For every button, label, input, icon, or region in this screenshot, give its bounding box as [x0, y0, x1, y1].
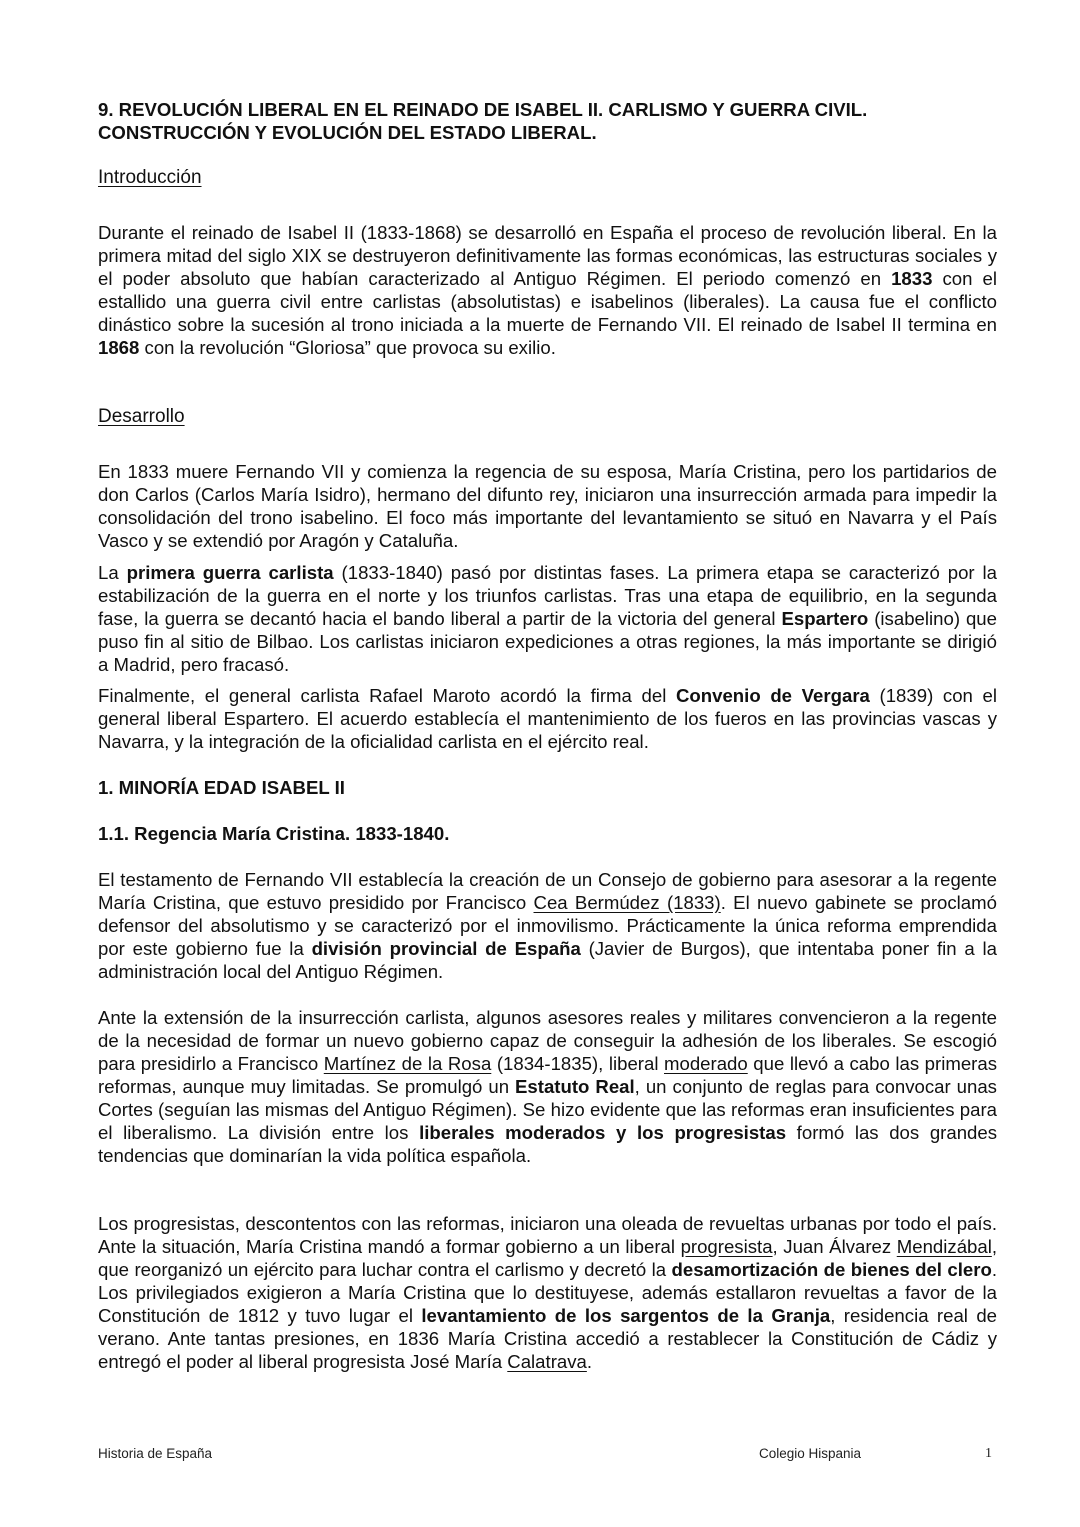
section-1-1-paragraph-3 [98, 1212, 997, 1373]
bold-term: Estatuto Real [515, 1076, 635, 1097]
bold-term: primera guerra carlista [126, 562, 334, 583]
bold-term: liberales moderados y los progresistas [419, 1122, 787, 1143]
text-run: con el estallido una guerra civil entre carlistas (absolutistas) e isabelinos (liberales). La causa fue el conflicto dinástico sobre la sucesión al trono iniciada a la muerte de Fernando VII. El reinado de Isabel II termina en [98, 268, 997, 335]
text-run: con la revolución “Gloriosa” que provoca su exilio. [139, 337, 556, 358]
intro-heading: Introducción [98, 167, 202, 188]
section-1-1-paragraph-2 [98, 1006, 997, 1167]
text-run: Durante el reinado de Isabel II (1833-1868) se desarrolló en España el proceso de revolución liberal. En la primera mitad del siglo XIX se destruyeron definitivamente las formas económicas, las estructuras sociales y el poder absoluto que habían caracterizado al Antiguo Régimen. El periodo comenzó en [98, 222, 997, 289]
section-1-heading: 1. MINORÍA EDAD ISABEL II [98, 777, 345, 798]
text-run: (1839) con el general liberal Espartero. El acuerdo establecía el mantenimiento de los fueros en las provincias vascas y Navarra, y la integración de la oficialidad carlista en el ejército real. [98, 685, 997, 752]
development-paragraph-1: En 1833 muere Fernando VII y comienza la regencia de su esposa, María Cristina, pero los partidarios de don Carlos (Carlos María Isidro), hermano del difunto rey, iniciaron una insurrección armada para impedir la consolidación del trono isabelino. El foco más importante del levantamiento se situó en Navarra y el País Vasco y se extendió por Aragón y Cataluña. [98, 461, 997, 551]
bold-year: 1868 [98, 337, 140, 358]
footer-center: Colegio Hispania [759, 1446, 862, 1461]
intro-paragraph [98, 221, 997, 359]
underlined-name: Martínez de la Rosa [323, 1053, 492, 1074]
underlined-term: progresista [680, 1236, 773, 1257]
document-title [98, 98, 997, 144]
text-run: , que reorganizó un ejército para luchar contra el carlismo y decretó la [98, 1236, 998, 1280]
section-1-1-heading: 1.1. Regencia María Cristina. 1833-1840. [98, 823, 450, 844]
text-run: (Javier de Burgos), que intentaba poner fin a la administración local del Antiguo Régimen. [98, 938, 997, 982]
development-paragraph-3 [98, 684, 997, 753]
title-line-1: 9. REVOLUCIÓN LIBERAL EN EL REINADO DE ISABEL II. CARLISMO Y GUERRA CIVIL. [98, 99, 868, 120]
underlined-name: Mendizábal [896, 1236, 992, 1257]
development-heading: Desarrollo [98, 406, 185, 427]
text-run: . El nuevo gabinete se proclamó defensor del absolutismo y se caracterizó por el inmovilismo. Prácticamente la única reforma emprendida por este gobierno fue la [98, 892, 997, 959]
page-number: 1 [985, 1446, 992, 1461]
text-run: (1833-1840) pasó por distintas fases. La primera etapa se caracterizó por la estabilización de la guerra en el norte y los triunfos carlistas. Tras una etapa de equilibrio, en la segunda fase, la guerra se decantó hacia el bando liberal a partir de la victoria del general [98, 562, 997, 629]
bold-term: Convenio de Vergara [675, 685, 870, 706]
text-run: Los progresistas, descontentos con las reformas, iniciaron una oleada de revueltas urbanas por todo el país. Ante la situación, María Cristina mandó a formar gobierno a un liberal [98, 1213, 997, 1257]
text-run: , Juan Álvarez [772, 1236, 897, 1257]
text-run: La [98, 562, 127, 583]
bold-term: división provincial de España [311, 938, 581, 959]
underlined-name: Cea Bermúdez (1833) [533, 892, 721, 913]
footer-left: Historia de España [98, 1446, 213, 1461]
title-line-2: CONSTRUCCIÓN Y EVOLUCIÓN DEL ESTADO LIBERAL. [98, 122, 597, 143]
text-run: que llevó a cabo las primeras reformas, aunque muy limitadas. Se promulgó un [98, 1053, 998, 1097]
text-run: Ante la extensión de la insurrección carlista, algunos asesores reales y militares convencieron a la regente de la necesidad de formar un nuevo gobierno capaz de conseguir la adhesión de los liberales. Se escogió para presidirlo a Francisco [98, 1007, 997, 1074]
underlined-name: Calatrava [507, 1351, 587, 1372]
text-run: (isabelino) que puso fin al sitio de Bilbao. Los carlistas iniciaron expediciones a otras regiones, la más importante se dirigió a Madrid, pero fracasó. [98, 608, 997, 675]
text-run: formó las dos grandes tendencias que dominarían la vida política española. [98, 1122, 998, 1166]
text-run: (1834-1835), liberal [491, 1053, 664, 1074]
bold-term: Espartero [781, 608, 869, 629]
text-run: Finalmente, el general carlista Rafael Maroto acordó la firma del [98, 685, 676, 706]
text-run: , residencia real de verano. Ante tantas presiones, en 1836 María Cristina accedió a restablecer la Constitución de Cádiz y entregó el poder al liberal progresista José María [98, 1305, 997, 1372]
bold-term: desamortización de bienes del clero [671, 1259, 992, 1280]
text-run: . Los privilegiados exigieron a María Cristina que lo destituyese, además estallaron revueltas a favor de la Constitución de 1812 y tuvo lugar el [98, 1259, 997, 1326]
text-run: , un conjunto de reglas para convocar unas Cortes (seguían las mismas del Antiguo Régimen). Se hizo evidente que las reformas eran insuficientes para el liberalismo. La división entre los [98, 1076, 997, 1143]
section-1-1-paragraph-1 [98, 868, 997, 983]
underlined-term: moderado [664, 1053, 748, 1074]
bold-term: levantamiento de los sargentos de la Granja [421, 1305, 831, 1326]
development-paragraph-2 [98, 561, 997, 676]
text-run: . [586, 1351, 593, 1372]
text-run: El testamento de Fernando VII establecía la creación de un Consejo de gobierno para asesorar a la regente María Cristina, que estuvo presidido por Francisco [98, 869, 997, 913]
bold-year: 1833 [891, 268, 933, 289]
